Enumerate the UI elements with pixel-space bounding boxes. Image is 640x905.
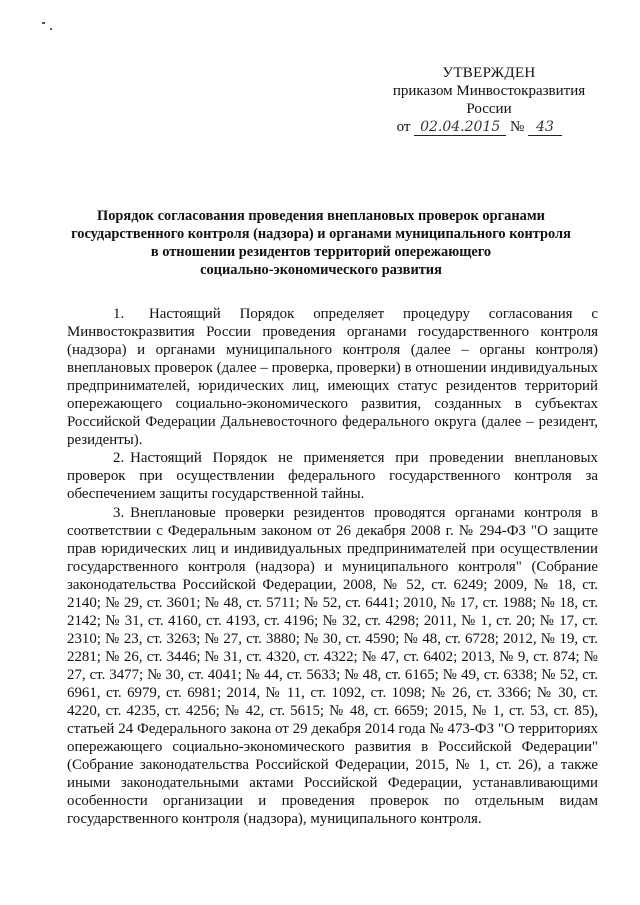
approved-heading: УТВЕРЖДЕН — [442, 65, 536, 81]
date-number-line — [384, 118, 594, 136]
order-line: приказом Минвостокразвития — [392, 83, 586, 99]
handwritten-number: 43 — [528, 120, 562, 136]
paragraph-number: 3. — [113, 504, 125, 521]
title-line: Порядок согласования проведения внеплановых проверок органами — [97, 208, 545, 224]
country-line: России — [466, 101, 512, 117]
paragraph-2 — [67, 449, 598, 503]
document-body — [67, 305, 598, 828]
paragraph-text: Настоящий Порядок определяет процедуру согласования с Минвостокразвития России проведения органами государственного контроля (надзора) и органами муниципального контроля (далее – органы контроля) внеплановых проверок (далее – проверка, проверки) в отношении индивидуальных предпринимателей, юридических лиц, имеющих статус резидентов территорий опережающего социально-экономического развития, созданных в субъектах Российской Федерации Дальневосточного федерального округа (далее – резидент, резиденты). — [67, 306, 598, 449]
handwritten-date: 02.04.2015 — [414, 120, 506, 136]
paragraph-3 — [67, 504, 598, 829]
title-line: государственного контроля (надзора) и органами муниципального контроля — [71, 226, 571, 242]
paragraph-text: Настоящий Порядок не применяется при проведении внеплановых проверок при осуществлении федерального государственного контроля за обеспечением защиты государственной тайны. — [67, 450, 598, 503]
paragraph-1 — [67, 305, 598, 449]
date-prefix: от — [396, 119, 411, 135]
title-line: социально-экономического развития — [200, 262, 442, 278]
approval-stamp-block — [384, 64, 594, 136]
scan-speck — [42, 22, 45, 24]
document-title — [62, 207, 580, 279]
scan-speck — [50, 28, 52, 30]
title-line: в отношении резидентов территорий опережающего — [150, 244, 492, 260]
paragraph-number: 2. — [113, 450, 125, 467]
number-sign: № — [509, 119, 525, 135]
paragraph-text: Внеплановые проверки резидентов проводятся органами контроля в соответствии с Федеральным законом от 26 декабря 2008 г. № 294-ФЗ "О защите прав юридических лиц и индивидуальных предпринимателей при осуществлении государственного контроля (надзора) и муниципального контроля" (Собрание законодательства Российской Федерации, 2008, № 52, ст. 6249; 2009, № 18, ст. 2140; № 29, ст. 3601; № 48, ст. 5711; № 52, ст. 6441; 2010, № 17, ст. 1988; № 18, ст. 2142; № 31, ст. 4160, ст. 4193, ст. 4196; № 32, ст. 4298; 2011, № 1, ст. 20; № 17, ст. 2310; № 23, ст. 3263; № 27, ст. 3880; № 30, ст. 4590; № 48, ст. 6728; 2012, № 19, ст. 2281; № 26, ст. 3446; № 31, ст. 4320, ст. 4322; № 47, ст. 6402; 2013, № 9, ст. 874; № 27, ст. 3477; № 30, ст. 4041; № 44, ст. 5633; № 48, ст. 6165; № 49, ст. 6338; № 52, ст. 6961, ст. 6979, ст. 6981; 2014, № 11, ст. 1092, ст. 1098; № 26, ст. 3366; № 30, ст. 4220, ст. 4235, ст. 4256; № 42, ст. 5615; № 48, ст. 6659; 2015, № 1, ст. 53, ст. 85), статьей 24 Федерального закона от 29 декабря 2014 года № 473-ФЗ "О территориях опережающего социально-экономического развития в Российской Федерации" (Собрание законодательства Российской Федерации, 2015, № 1, ст. 26), а также иными законодательными актами Российской Федерации, устанавливающими особенности организации и проведения проверок по отдельным видам государственного контроля (надзора), муниципального контроля. — [67, 504, 598, 828]
paragraph-number: 1. — [113, 306, 125, 322]
